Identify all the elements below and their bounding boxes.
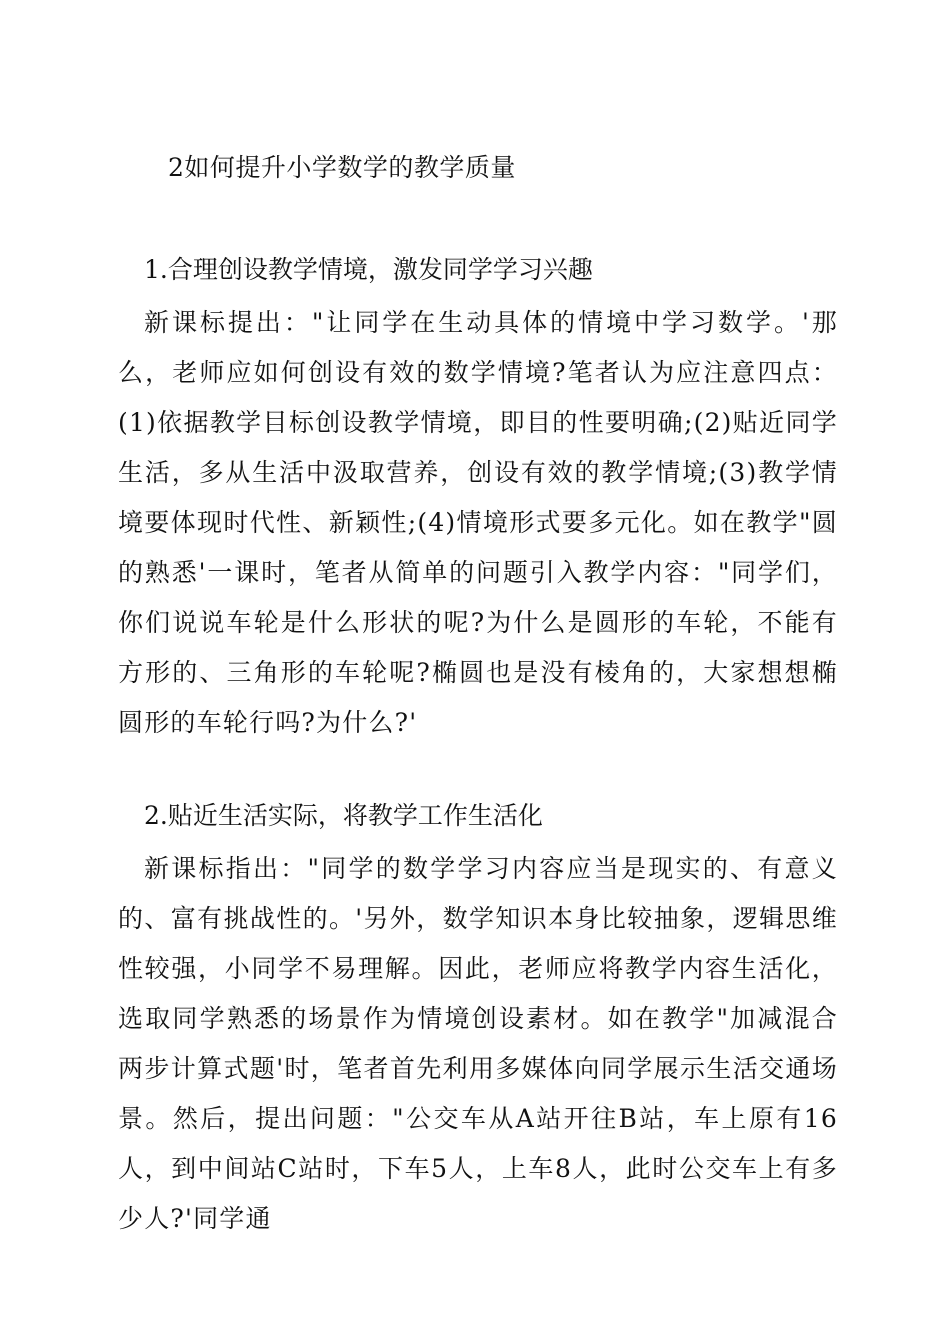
section-1-body: 新课标提出："让同学在生动具体的情境中学习数学。'那么，老师应如何创设有效的数学情境?笔者认为应注意四点：(1)依据教学目标创设教学情境，即目的性要明确;(2)贴近同学生活，多从生活中汲取营养，创设有效的教学情境;(3)教学情境要体现时代性、新颖性;(4)情境形式要多元化。如在教学"圆的熟悉'一课时，笔者从简单的问题引入教学内容："同学们，你们说说车轮是什么形状的呢?为什么是圆形的车轮，不能有方形的、三角形的车轮呢?椭圆也是没有棱角的，大家想想椭圆形的车轮行吗?为什么?' — [118, 308, 838, 737]
document-title: 2如何提升小学数学的教学质量 — [168, 153, 516, 182]
section-1-heading: 1.合理创设教学情境，激发同学学习兴趣 — [144, 255, 593, 284]
section-2-heading: 2.贴近生活实际，将教学工作生活化 — [144, 801, 543, 830]
section-1 — [118, 252, 838, 748]
section-2-body: 新课标指出："同学的数学学习内容应当是现实的、有意义的、富有挑战性的。'另外，数学知识本身比较抽象，逻辑思维性较强，小同学不易理解。因此，老师应将教学内容生活化，选取同学熟悉的场景作为情境创设素材。如在教学"加减混合两步计算式题'时，笔者首先利用多媒体向同学展示生活交通场景。然后，提出问题："公交车从A站开往B站，车上原有16人，到中间站C站时，下车5人，上车8人，此时公交车上有多少人?'同学通 — [118, 854, 838, 1233]
section-2 — [118, 798, 838, 1244]
